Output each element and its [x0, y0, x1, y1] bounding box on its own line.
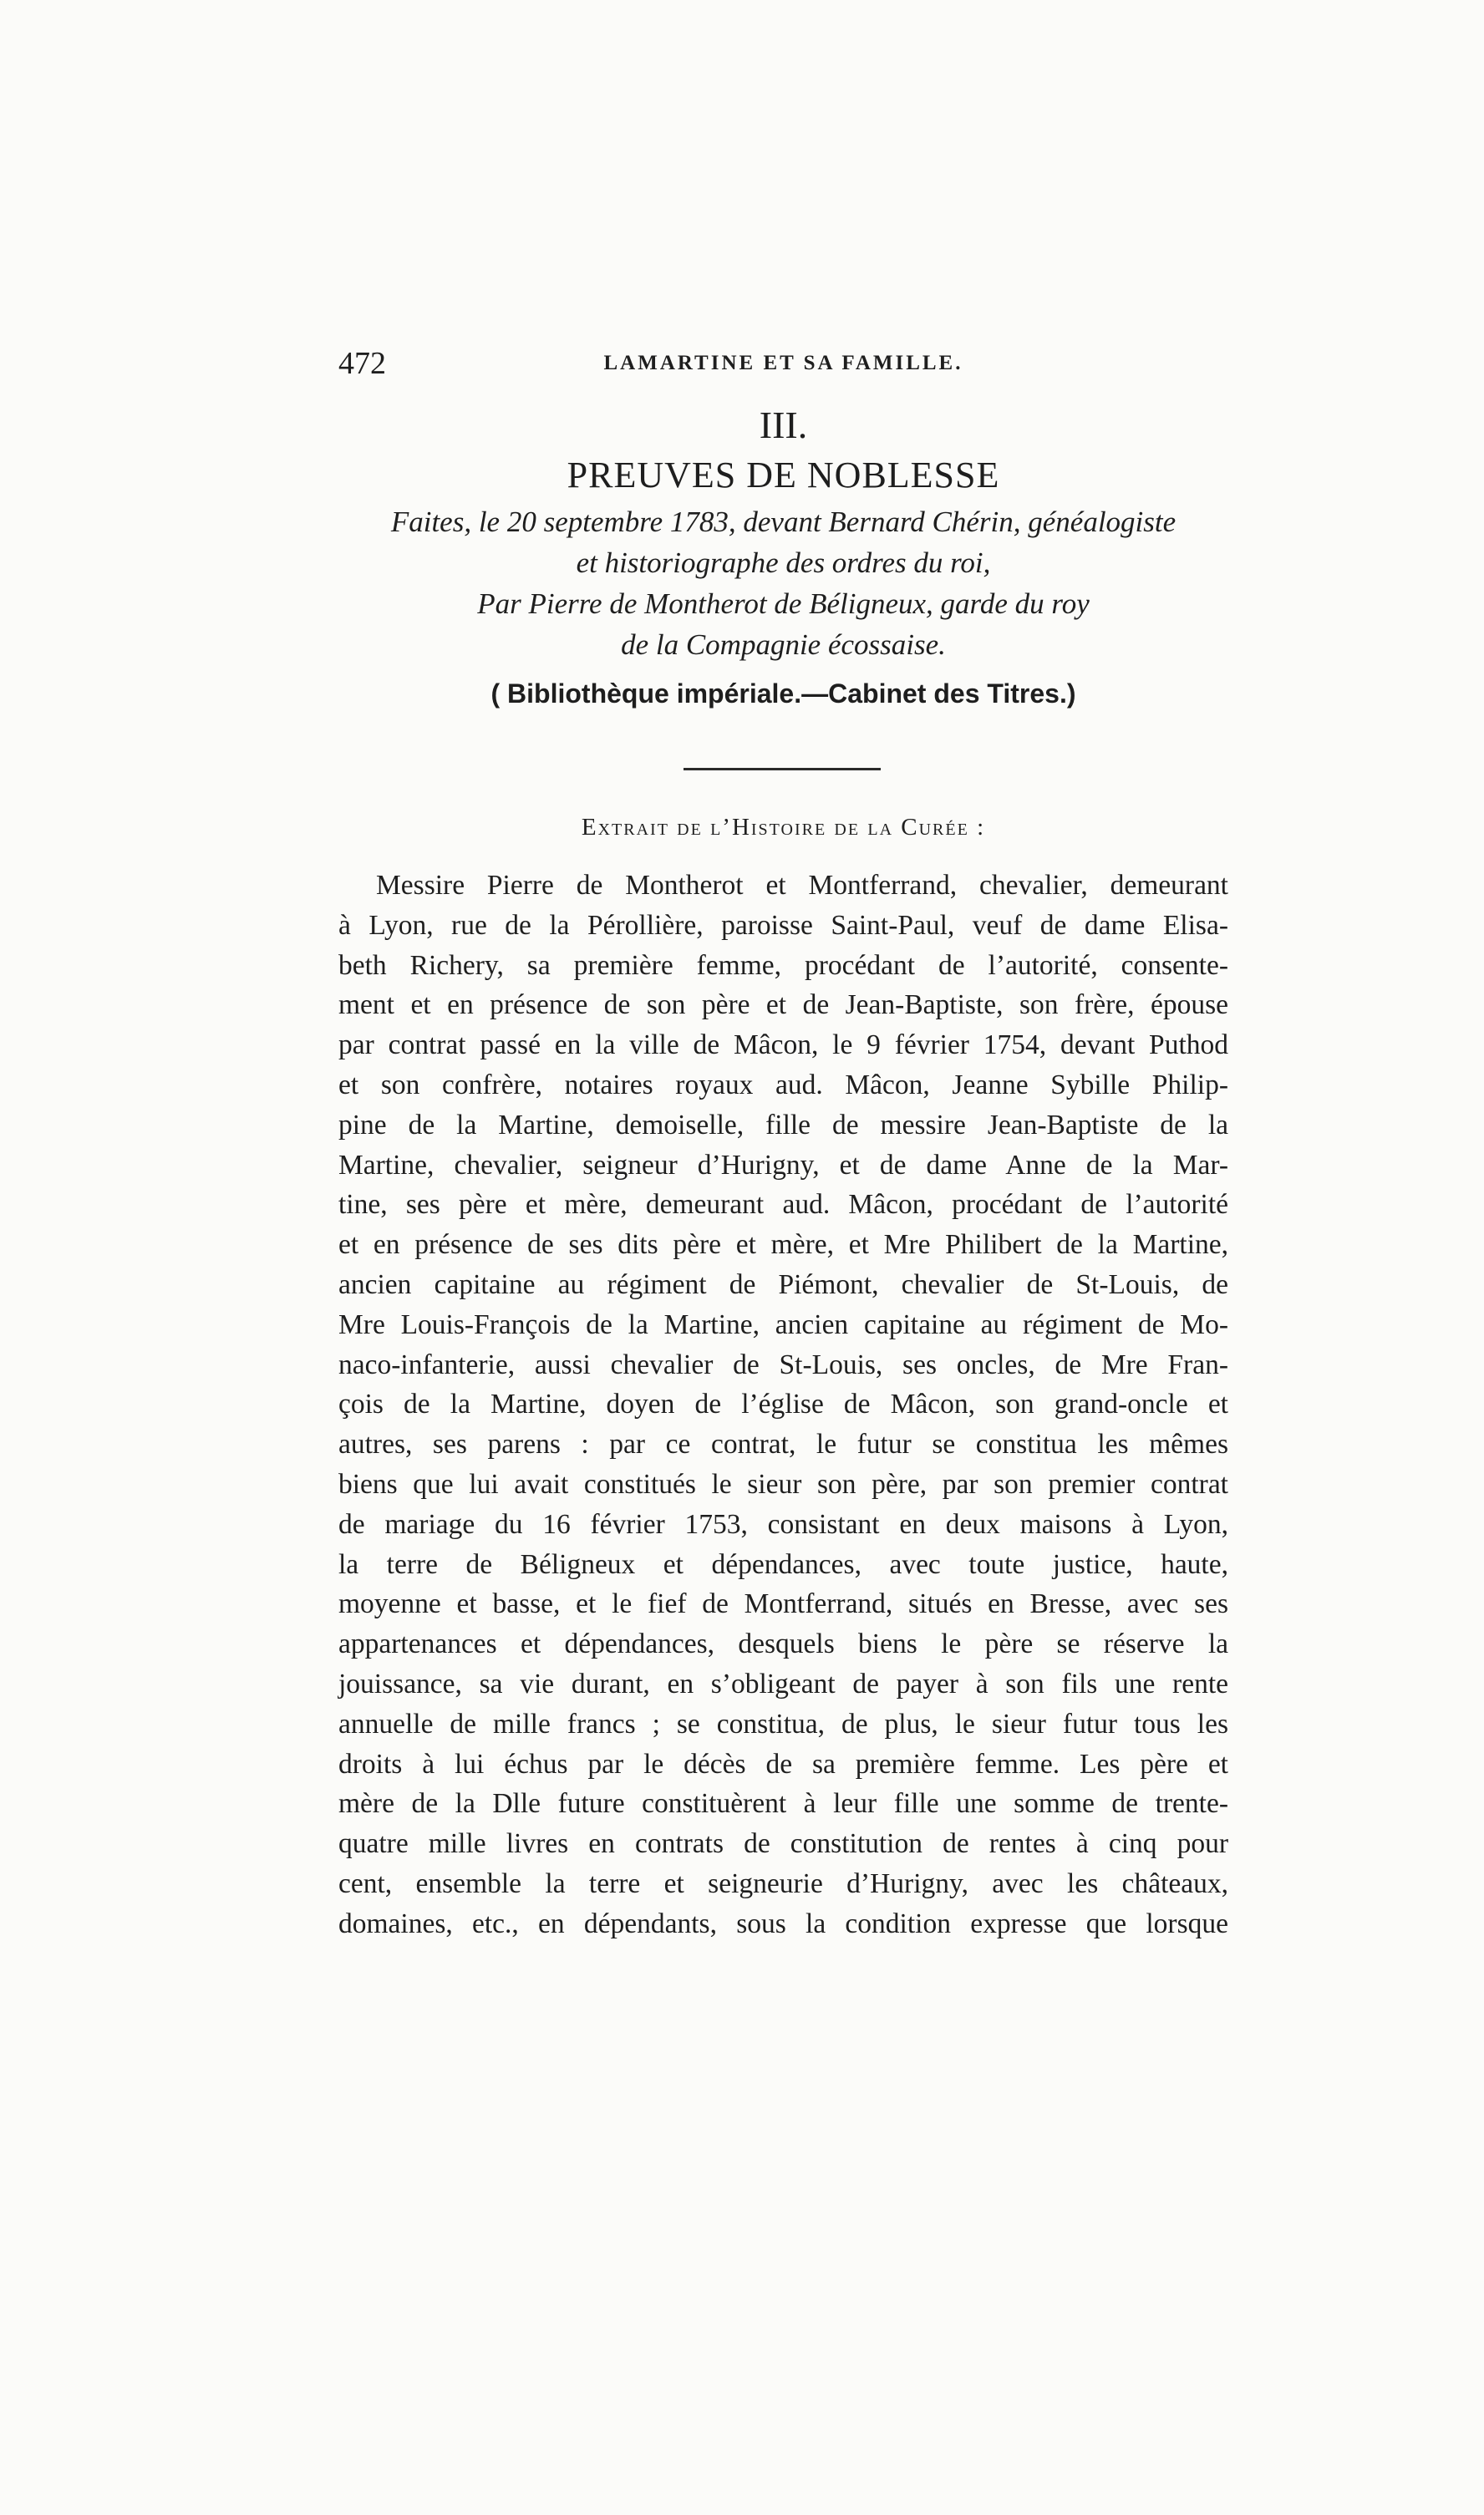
page-number: 472	[338, 346, 386, 381]
text-line: Messire Pierre de Montherot et Montferrand, chevalier, demeurant	[376, 870, 1228, 901]
text-line: de mariage du 16 février 1753, consistant en deux maisons à Lyon,	[338, 1508, 1228, 1540]
text-line: annuelle de mille francs ; se constitua, de plus, le sieur futur tous les	[338, 1708, 1228, 1740]
text-line: ment et en présence de son père et de Jean-Baptiste, son frère, épouse	[338, 989, 1228, 1021]
text-line: la terre de Béligneux et dépendances, avec toute justice, haute,	[338, 1548, 1228, 1580]
text-line: biens que lui avait constitués le sieur son père, par son premier contrat	[338, 1468, 1228, 1500]
text-line: çois de la Martine, doyen de l’église de Mâcon, son grand-oncle et	[338, 1389, 1228, 1420]
section-divider	[684, 768, 881, 770]
text-line: appartenances et dépendances, desquels biens le père se réserve la	[338, 1628, 1228, 1660]
text-line: à Lyon, rue de la Pérollière, paroisse Saint-Paul, veuf de dame Elisa-	[338, 909, 1228, 941]
running-title: LAMARTINE ET SA FAMILLE.	[603, 352, 963, 374]
section-title: PREUVES DE NOBLESSE	[567, 455, 1000, 495]
section-heading	[338, 399, 1228, 714]
text-line: cent, ensemble la terre et seigneurie d’Hurigny, avec les châteaux,	[338, 1867, 1228, 1899]
text-line: autres, ses parens : par ce contrat, le futur se constitua les mêmes	[338, 1429, 1228, 1461]
text-line: par contrat passé en la ville de Mâcon, le 9 février 1754, devant Puthod	[338, 1029, 1228, 1061]
text-line: quatre mille livres en contrats de constitution de rentes à cinq pour	[338, 1828, 1228, 1860]
text-line: Mre Louis-François de la Martine, ancien capitaine au régiment de Mo-	[338, 1308, 1228, 1340]
text-line: et en présence de ses dits père et mère, et Mre Philibert de la Martine,	[338, 1229, 1228, 1261]
section-subtitle	[338, 501, 1228, 665]
extract-heading: Extrait de l’Histoire de la Curée :	[581, 814, 986, 841]
text-line: moyenne et basse, et le fief de Montferrand, situés en Bresse, avec ses	[338, 1588, 1228, 1620]
running-head	[338, 338, 1228, 389]
text-line: Martine, chevalier, seigneur d’Hurigny, et de dame Anne de la Mar-	[338, 1149, 1228, 1181]
text-line: et son confrère, notaires royaux aud. Mâcon, Jeanne Sybille Philip-	[338, 1069, 1228, 1100]
text-line: naco-infanterie, aussi chevalier de St-Louis, ses oncles, de Mre Fran-	[338, 1349, 1228, 1380]
text-line: mère de la Dlle future constituèrent à leur fille une somme de trente-	[338, 1788, 1228, 1820]
subtitle-line: Par Pierre de Montherot de Béligneux, garde du roy	[477, 587, 1090, 620]
text-line: droits à lui échus par le décès de sa première femme. Les père et	[338, 1748, 1228, 1780]
subtitle-line: de la Compagnie écossaise.	[621, 628, 946, 661]
subtitle-line: Faites, le 20 septembre 1783, devant Bernard Chérin, généalogiste	[390, 506, 1177, 538]
text-line: ancien capitaine au régiment de Piémont, chevalier de St-Louis, de	[338, 1268, 1228, 1300]
body-text	[338, 866, 1228, 1944]
text-line: domaines, etc., en dépendants, sous la condition expresse que lorsque	[338, 1908, 1228, 1939]
section-number: III.	[759, 404, 808, 446]
text-line: jouissance, sa vie durant, en s’obligeant de payer à son fils une rente	[338, 1668, 1228, 1700]
source-citation: ( Bibliothèque impériale.—Cabinet des Titres.)	[490, 678, 1076, 709]
text-line: tine, ses père et mère, demeurant aud. Mâcon, procédant de l’autorité	[338, 1189, 1228, 1221]
subtitle-line: et historiographe des ordres du roi,	[576, 546, 991, 579]
text-line: beth Richery, sa première femme, procédant de l’autorité, consente-	[338, 949, 1228, 981]
text-line: pine de la Martine, demoiselle, fille de messire Jean-Baptiste de la	[338, 1109, 1228, 1141]
